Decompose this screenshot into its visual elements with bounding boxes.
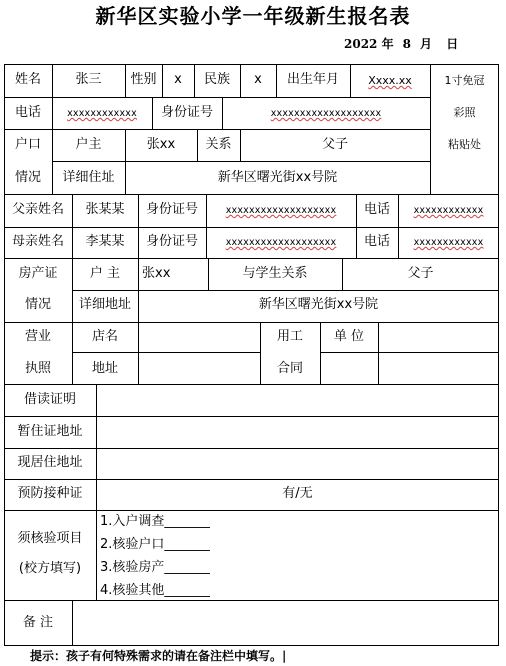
photo-line2: 彩照	[453, 106, 476, 119]
verify-item-1: 1.入户调查_______	[100, 514, 210, 529]
business-shop-label: 店名	[91, 329, 118, 344]
verify-item-4: 4.核验其他_______	[100, 583, 210, 598]
id-value: xxxxxxxxxxxxxxxxxxx	[270, 108, 382, 119]
property-label2: 情况	[24, 297, 51, 312]
contract-label1: 用工	[276, 329, 303, 344]
birth-value: Xxxx.xx	[368, 74, 412, 87]
property-owner-value: 张xx	[142, 266, 171, 281]
date-year: 2022	[344, 37, 378, 51]
hukou-label2: 情况	[14, 170, 41, 185]
form-title: 新华区实验小学一年级新生报名表	[95, 4, 411, 28]
vaccine-label: 预防接种证	[17, 486, 83, 501]
property-address-label: 详细地址	[78, 297, 131, 312]
hukou-label1: 户口	[14, 137, 41, 152]
hukou-relation-value: 父子	[321, 137, 348, 152]
name-value: 张三	[75, 72, 102, 87]
gender-label: 性别	[130, 72, 157, 87]
date-month-unit: 月	[419, 37, 432, 51]
business-label2: 执照	[24, 361, 51, 376]
father-phone-value: xxxxxxxxxxxx	[413, 205, 484, 216]
date-month: 8	[402, 37, 411, 51]
father-label: 父亲姓名	[11, 202, 64, 217]
form-date	[344, 36, 458, 52]
date-day-unit: 日	[446, 37, 459, 51]
hukou-address-label: 详细住址	[62, 170, 115, 185]
father-id-label: 身份证号	[145, 202, 198, 217]
footer-hint: 提示：孩子有何特殊需求的请在备注栏中填写。|	[30, 649, 287, 663]
property-relation-label: 与学生关系	[242, 266, 308, 281]
hukou-address-value: 新华区曙光街xx号院	[217, 170, 338, 185]
verify-item-2: 2.核验户口_______	[100, 537, 210, 552]
ethnicity-value: x	[254, 72, 262, 87]
birth-label: 出生年月	[286, 72, 339, 87]
verify-item-3: 3.核验房产_______	[100, 560, 210, 575]
remarks-label: 备 注	[22, 615, 54, 630]
mother-id-label: 身份证号	[145, 234, 198, 249]
photo-line3: 粘贴处	[448, 138, 481, 151]
name-label: 姓名	[14, 72, 41, 87]
contract-label2: 合同	[276, 361, 303, 376]
phone-label: 电话	[14, 105, 41, 120]
mother-label: 母亲姓名	[11, 234, 64, 249]
property-owner-label: 户 主	[89, 266, 121, 281]
father-id-value: xxxxxxxxxxxxxxxxxxx	[225, 205, 337, 216]
photo-line1: 1寸免冠	[444, 74, 485, 87]
ethnicity-label: 民族	[203, 72, 230, 87]
unit-label: 单 位	[333, 329, 365, 344]
gender-value: x	[174, 72, 182, 87]
hukou-head-value: 张xx	[146, 137, 176, 152]
temp-address-label: 暂住证地址	[17, 424, 83, 439]
business-label1: 营业	[24, 329, 51, 344]
mother-name: 李某某	[85, 234, 125, 249]
mother-phone-label: 电话	[363, 234, 390, 249]
current-address-label: 现居住地址	[17, 455, 83, 470]
date-year-unit: 年	[381, 37, 394, 51]
property-label1: 房产证	[18, 266, 58, 281]
mother-id-value: xxxxxxxxxxxxxxxxxxx	[225, 237, 337, 248]
hukou-relation-label: 关系	[205, 137, 232, 152]
phone-value: xxxxxxxxxxxx	[67, 108, 137, 119]
father-phone-label: 电话	[363, 202, 390, 217]
vaccine-value: 有/无	[282, 486, 313, 501]
hukou-head-label: 户主	[75, 137, 102, 152]
property-address-value: 新华区曙光街xx号院	[258, 297, 379, 312]
business-address-label: 地址	[91, 361, 118, 376]
property-relation-value: 父子	[407, 266, 434, 281]
id-label: 身份证号	[160, 105, 213, 120]
verify-label1: 须核验项目	[17, 531, 83, 546]
verify-label2: (校方填写)	[18, 561, 82, 576]
mother-phone-value: xxxxxxxxxxxx	[413, 237, 484, 248]
borrow-label: 借读证明	[23, 392, 76, 407]
father-name: 张某某	[85, 202, 125, 217]
